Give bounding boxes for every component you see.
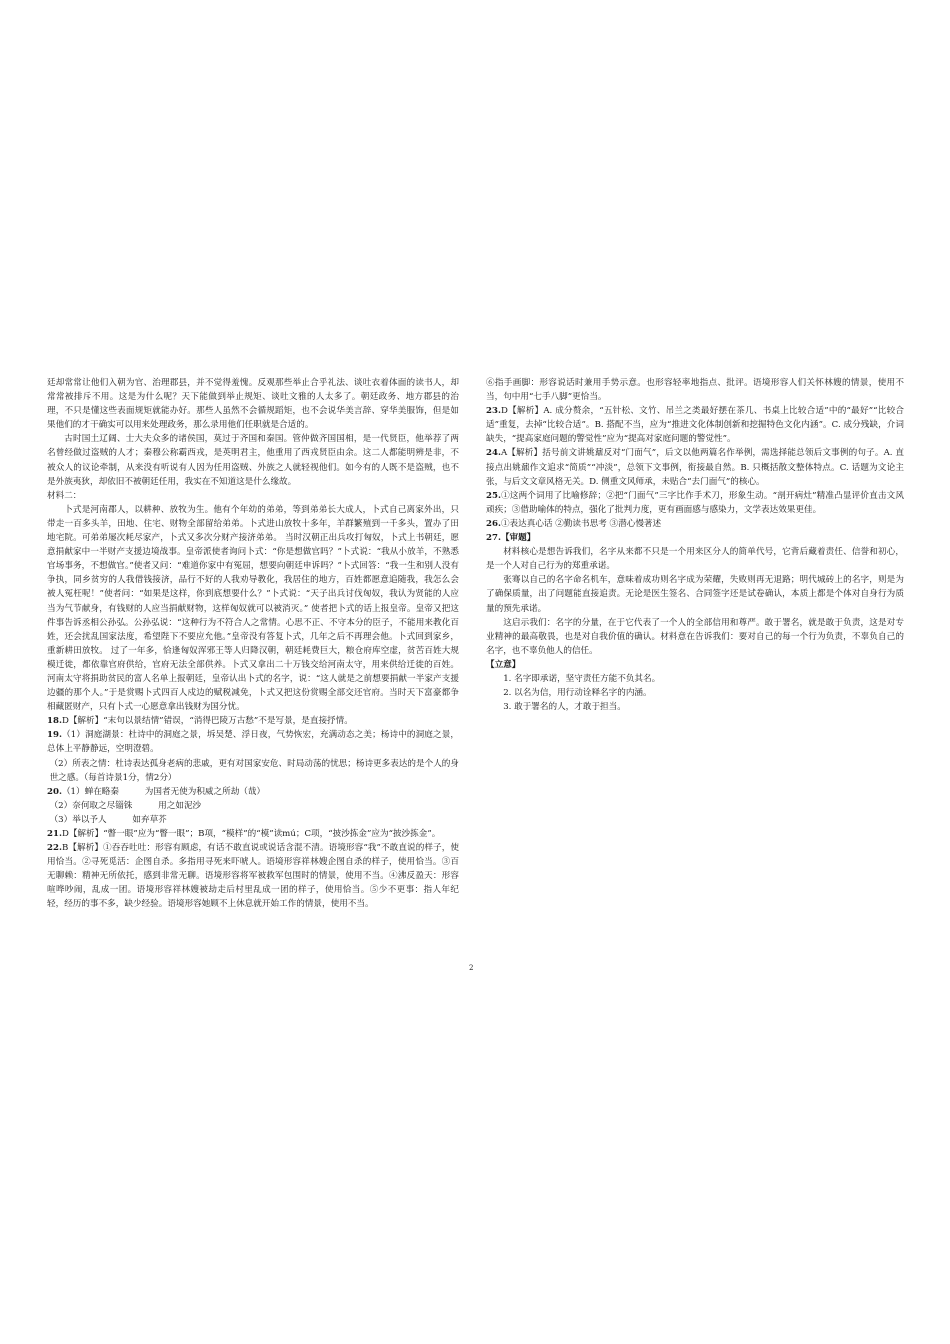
question-number: 25. (486, 490, 501, 501)
paragraph (486, 446, 904, 488)
paragraph (486, 489, 904, 517)
paragraph-text: 材料核心是想告诉我们，名字从来都不只是一个用来区分人的简单代号，它背后藏着责任、信誉和初心，是一个人对自己行为的郑重承诺。 (486, 547, 904, 572)
paragraph (47, 503, 459, 714)
paragraph (47, 376, 459, 432)
question-number: 19. (47, 730, 62, 741)
paragraph (486, 376, 904, 404)
paragraph-text: 3. 敢于署名的人，才敢于担当。 (503, 702, 626, 713)
paragraph-text: D【解析】A. 成分赘余，“五针松、文竹、吊兰之类最好摆在茶几、书桌上比较合适”中的“最好”“比较合适”重复，去掉“比较合适”。B. 搭配不当，应为“推进文化体制创新和挖掘特色文化内涵”。C. 成分残缺，介词缺失，“提高家庭问题的警觉性”应为“提高对家庭问题的警觉性”。 (486, 406, 904, 445)
question-number: 23. (486, 406, 501, 417)
paragraph (486, 658, 904, 672)
right-column (486, 376, 904, 714)
paragraph (47, 813, 459, 827)
question-number: 26. (486, 518, 501, 529)
paragraph-text: ⑥指手画脚：形容说话时兼用手势示意。也形容轻率地指点、批评。语境形容人们关怀林嫂的情景，使用不当，句中用“七手八脚”更恰当。 (486, 378, 904, 403)
paragraph (47, 714, 459, 728)
paragraph (486, 545, 904, 573)
paragraph (486, 616, 904, 658)
paragraph (47, 785, 459, 799)
paragraph-text: 这启示我们：名字的分量，在于它代表了一个人的全部信用和尊严。敢于署名，就是敢于负责，这是对专业精神的最高敬畏，也是对自我价值的确认。材料意在告诉我们：要对自己的每一个行为负责，不辜负自己的名字，也不辜负他人的信任。 (486, 617, 904, 656)
paragraph (47, 757, 459, 785)
paragraph (486, 686, 904, 700)
paragraph-text: 【立意】 (486, 659, 521, 670)
paragraph (486, 531, 904, 545)
paragraph-text: 卜式是河南郡人，以耕种、放牧为生。他有个年幼的弟弟，等到弟弟长大成人，卜式自己离家外出，只带走一百多头羊，田地、住宅、财物全部留给弟弟。卜式进山放牧十多年，羊群繁殖到一千多头，置办了田地宅院。可弟弟屡次耗尽家产，卜式又多次分财产接济弟弟。 当时汉朝正出兵攻打匈奴，卜式上书朝廷，愿意捐献家中一半财产支援边境战事。皇帝派使者询问卜式：“你是想做官吗？”卜式说：“我从小放羊，不熟悉官场事务，不想做官。”使者又问：“难道你家中有冤屈，想要向朝廷申诉吗？”卜式回答：“我一生和别人没有争执，同乡贫穷的人我借钱接济，品行不好的人我劝导教化，我居住的地方，百姓都愿意追随我，我怎么会被人冤枉呢！”使者问：“如果是这样，你到底想要什么？”卜式说：“天子出兵讨伐匈奴，我认为贤能的人应当为气节献身，有钱财的人应当捐献财物，这样匈奴就可以被消灭。” 使者把卜式的话上报皇帝。皇帝又把这件事告诉丞相公孙弘。公孙弘说：“这种行为不符合人之常情。心思不正、不守本分的臣子，不能用来教化百姓，还会扰乱国家法度，希望陛下不要应允他。”皇帝没有答复卜式，几年之后不再理会他。卜式回到家乡，重新耕田放牧。 过了一年多，恰逢匈奴浑邪王等人归降汉朝，朝廷耗费巨大，粮仓府库空虚，贫苦百姓大规模迁徙，都依靠官府供给，官府无法全部供养。卜式又拿出二十万钱交给河南太守，用来供给迁徙的百姓。 河南太守将捐助贫民的富人名单上报朝廷，皇帝认出卜式的名字，说：“这人就是之前想要捐献一半家产支援边疆的那个人。”于是赏赐卜式四百人戍边的赋税减免，卜式又把这份赏赐全部交还官府。当时天下富豪都争相藏匿财产，只有卜式一心愿意拿出钱财为国分忧。 (47, 504, 459, 713)
paragraph (486, 517, 904, 531)
question-number: 27. (486, 533, 501, 544)
question-number: 18. (47, 716, 62, 727)
paragraph (486, 573, 904, 615)
paragraph (47, 841, 459, 911)
paragraph (47, 827, 459, 841)
left-column (47, 376, 459, 912)
paragraph (47, 799, 459, 813)
question-number: 21. (47, 829, 62, 839)
paragraph-text: ①表达真心话 ②勤读书思考 ③潜心慢著述 (500, 518, 662, 529)
question-number: 20. (47, 786, 62, 797)
paragraph-text: 廷却常常让他们入朝为官、治理郡县，并不觉得羞愧。反观那些举止合乎礼法、谈吐衣着体面的读书人，却常常被排斥不用。这是为什么呢？天下能做到举止规矩、谈吐文雅的人太多了。朝廷政务、地方郡县的治理，不只是懂这些表面规矩就能办好。那些人虽然不会循规蹈矩，也不会说华美言辞、穿华美服饰，但是如果他们的才干确实可以用来处理政务，那么录用他们任职就是合适的。 (47, 378, 459, 431)
question-number: 24. (486, 448, 501, 459)
paragraph-text: （2）奈何取之尽锱铢 用之如泥沙 (49, 800, 202, 811)
paragraph-text: 1. 名字即承诺，坚守责任方能不负其名。 (503, 673, 661, 684)
paragraph (47, 489, 459, 503)
paragraph-text: D【解析】“末句以景结情”错误，“消得巴陵万古愁”不是写景，是直接抒情。 (61, 716, 353, 727)
paragraph-text: （1）蝉在略秦 为国者无使为积威之所劫（哉） (61, 786, 266, 797)
paragraph-text: ①这两个词用了比喻修辞；②把“门面气”三字比作手术刀，形象生动。“剖开病灶”精准凸显评价直击文风顽疾；③借助喻体的特点，强化了批判力度，更有画面感与感染力，文学表达效果更佳。 (486, 490, 904, 515)
paragraph (486, 404, 904, 446)
paragraph-text: 古时国土辽阔、士大夫众多的诸侯国，莫过于齐国和秦国。管仲做齐国国相，是一代贤臣，他举荐了两名曾经做过盗贼的人才；秦穆公称霸西戎，是英明君主，他重用了西戎贤臣由余。这二人都能明辨是非，不被众人的议论牵制，从来没有听说有人因为任用盗贼、外族之人就轻视他们。如今有的人既不是盗贼，也不是外族夷狄，却依旧不被朝廷任用，我实在不知道这是什么缘故。 (47, 434, 459, 487)
paragraph-text: D【解析】“瞥一眼”应为“瞥一眼”；B项，“模样”的“模”读mú；C项，“披沙拣金”应为“披沙拣金”。 (61, 829, 441, 839)
paragraph-text: 张骞以自己的名字命名机车，意味着成功则名字成为荣耀，失败则再无退路；明代城砖上的名字，则是为了确保质量，出了问题能直接追责。无论是医生签名、合同签字还是试卷确认，本质上都是个体对自身行为质量的预先承诺。 (486, 575, 904, 614)
paragraph-text: B【解析】①吞吞吐吐：形容有顾虑，有话不敢直说或说话含混不清。语境形容“我”不敢直说的样子，使用恰当。②寻死觅活：企图自杀。多指用寻死来吓唬人。语境形容祥林嫂企图自杀的样子，使用恰当。③百无聊赖：精神无所依托，感到非常无聊。语境形容将军被救军包围时的情景，使用不当。④沸反盈天：形容喧哗吵闹，乱成一团。语境形容祥林嫂被劫走后村里乱成一团的样子，使用恰当。⑤少不更事：指人年纪轻，经历的事不多，缺少经验。语境形容她顾不上休息就开始工作的情景，使用不当。 (47, 843, 459, 910)
question-number: 22. (47, 843, 62, 854)
paragraph-text: 2. 以名为信，用行动诠释名字的内涵。 (503, 688, 652, 699)
paragraph-text: （2）所表之情：杜诗表达孤身老病的悲戚，更有对国家安危、时局动荡的忧思；杨诗更多表达的是个人的身世之感。（每首诗景1分，情2分） (49, 758, 459, 783)
paragraph (47, 728, 459, 756)
page-number: 2 (469, 964, 474, 972)
paragraph-text: （1）洞庭湖景：杜诗中的洞庭之景，坼吴楚、浮日夜，气势恢宏，充满动态之美；杨诗中的洞庭之景，总体上平静静远，空明澄碧。 (47, 730, 459, 755)
paragraph-text: 【审题】 (500, 533, 536, 544)
paragraph-text: A【解析】括号前文讲姚鼐反对“门面气”，后文以他两篇名作举例，需选择能总领后文事例的句子。A. 直接点出姚鼐作文追求“简质”“冲淡”，总领下文事例，衔接最自然。B. 只概括散文整体特点。C. 话题为文论主张，与后文文章风格无关。D. 侧重文风师承，未贴合“去门面气”的核心。 (486, 448, 904, 487)
paragraph-text: （3）举以予人 如弃草芥 (49, 814, 167, 825)
paragraph-text: 材料二： (47, 490, 82, 501)
paragraph (486, 672, 904, 686)
paragraph (47, 432, 459, 488)
paragraph (486, 700, 904, 714)
